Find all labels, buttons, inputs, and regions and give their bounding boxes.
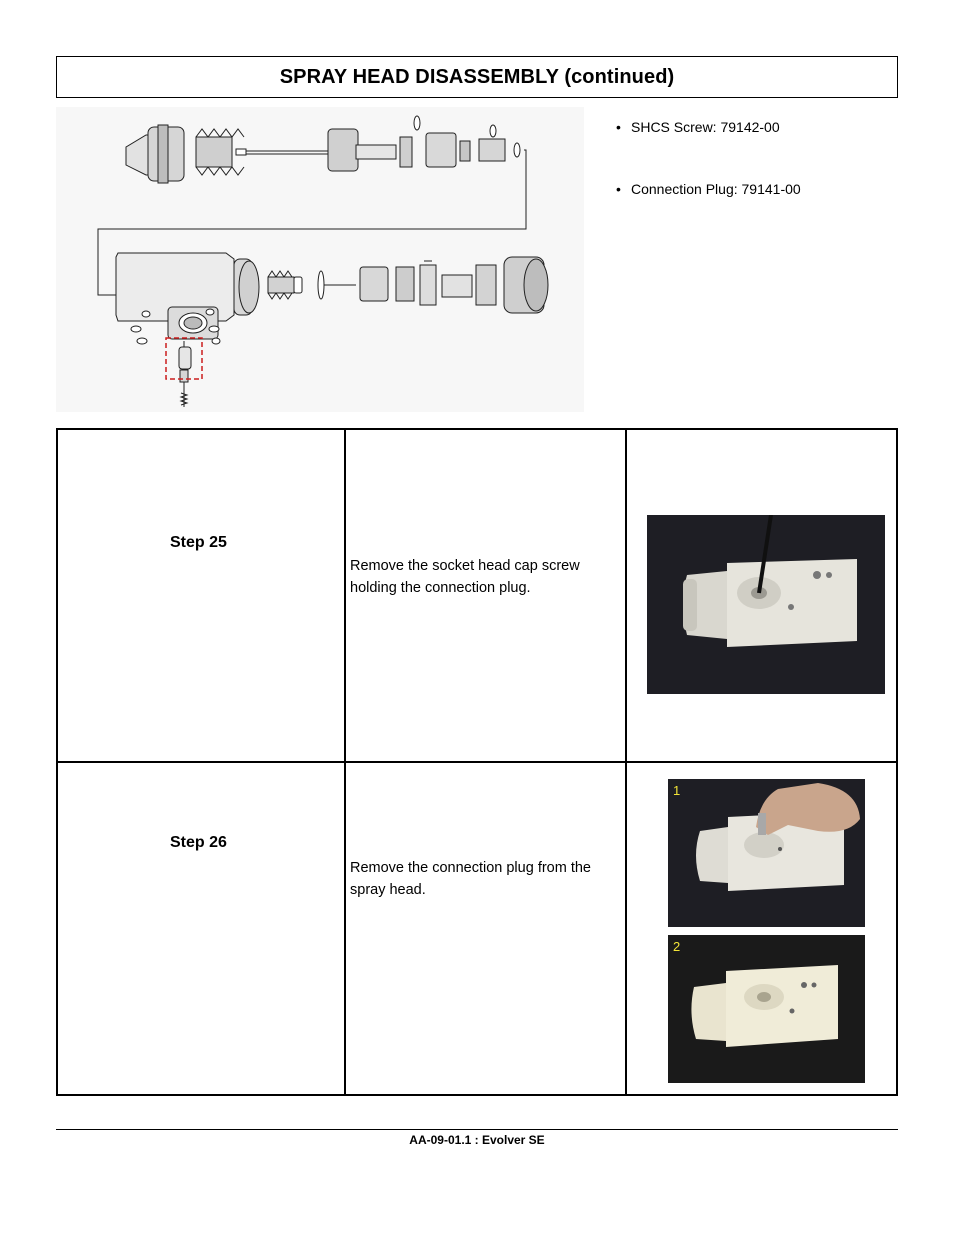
step-label-cell bbox=[57, 429, 345, 762]
step-photo-cell bbox=[626, 762, 897, 1095]
step-label: Step 25 bbox=[170, 534, 227, 551]
step-row-26 bbox=[57, 762, 897, 1095]
step-label-cell bbox=[57, 762, 345, 1095]
part-item-connection-plug: • Connection Plug: 79141-00 bbox=[614, 180, 894, 198]
step-label: Step 26 bbox=[170, 834, 227, 851]
footer-document-id: AA-09-01.1 : Evolver SE bbox=[409, 1133, 545, 1147]
photo-number: 2 bbox=[673, 939, 681, 954]
part-item-shcs-screw: • SHCS Screw: 79142-00 bbox=[614, 118, 894, 136]
steps-table bbox=[56, 428, 898, 1096]
step-photo-1 bbox=[668, 779, 865, 927]
footer-rule bbox=[56, 1129, 898, 1130]
step-instruction-cell bbox=[345, 762, 626, 1095]
photo-number: 1 bbox=[673, 783, 681, 798]
exploded-view-diagram bbox=[56, 107, 584, 412]
step-instruction: Remove the socket head cap screw holding the connection plug. bbox=[350, 558, 580, 596]
parts-list bbox=[614, 118, 894, 198]
step-instruction-cell bbox=[345, 429, 626, 762]
page-title-box bbox=[56, 56, 898, 98]
exploded-view-drawing bbox=[56, 107, 584, 412]
step-instruction: Remove the connection plug from the spray head. bbox=[350, 860, 591, 898]
page-title: SPRAY HEAD DISASSEMBLY (continued) bbox=[279, 65, 675, 88]
step-photo bbox=[647, 515, 885, 694]
step-row-25 bbox=[57, 429, 897, 762]
step-photo-cell bbox=[626, 429, 897, 762]
step-photo-2 bbox=[668, 935, 865, 1083]
